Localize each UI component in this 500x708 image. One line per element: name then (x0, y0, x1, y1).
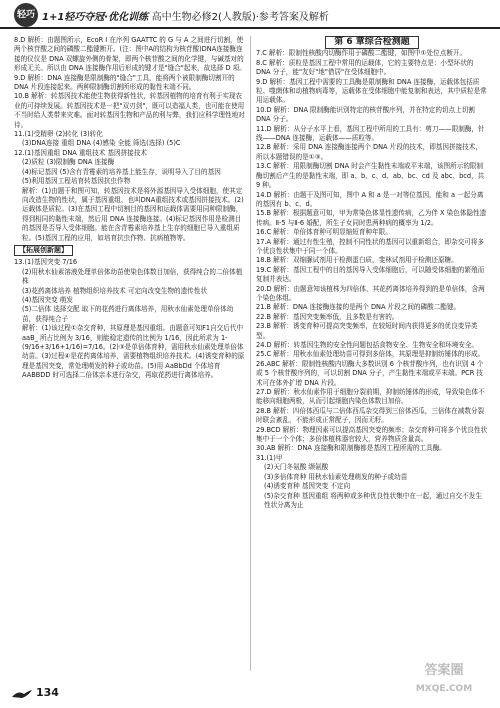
answer-paragraph: 16.C 解析：单倍体育种可明显缩短育种年限。 (256, 228, 392, 237)
answer-paragraph: 20.D 解析：由题意知该植株为四倍体，其花药离体培养得到的是单倍体，含两个染色体组。 (256, 284, 485, 302)
answer-paragraph: (5)利用基因工程培育转基因抗虫作物 (22, 177, 131, 186)
answer-paragraph: 18.B 解析：双缩脲试剂用于检测蛋白质，斐林试剂用于检测还原糖。 (256, 256, 458, 265)
watermark-logo (398, 662, 490, 702)
answer-paragraph: 12.B 解析：采用 DNA 连接酶连接两个 DNA 片段的技术，即基因拼接技术，所以本题错误的是①③。 (256, 143, 482, 161)
watermark-line-2: MXQE.COM (415, 684, 473, 694)
answer-paragraph: 15.B 解析：根据题意可知，甲为常染色体显性遗传病，乙为伴 X 染色体隐性遗传病。Ⅱ-5 与Ⅱ-6 婚配，所生子女同时患两种病的概率为 1/2。 (256, 209, 487, 227)
answer-paragraph: 解析：(1)该过程①杂交育种，其原理是基因重组。由题意可知F1自交后代中 aaB_ 所占比例为 3/16，则能稳定遗传的比例为 1/16，因此所求为 1-(9/16+3/16+1/16)=7/16。(2)③是单倍体育种，需用秋水仙素处理单倍体幼苗。(3)过程④是花药离体培养，需要植物组织培养技术。(4)诱变育种的原理是基因突变，常处理萌发的种子或幼苗。(5)用 AaBbDd 个体培育 AABBDD 时可选择二倍体亲本进行杂交，再取花药进行离体培养。 (22, 324, 245, 380)
answer-paragraph: 30.AB 解析：DNA 连接酶和限制酶都是基因工程所需的工具酶。 (256, 444, 446, 453)
answer-paragraph: 19.C 解析：基因工程中的目的基因导入受体细胞后，可以随受体细胞的繁殖而复制并表达。 (256, 265, 485, 284)
section-box (14, 243, 246, 258)
answer-paragraph: 24.D 解析：转基因生物的安全性问题包括食物安全、生物安全和环境安全。 (256, 341, 479, 349)
page-header (0, 0, 500, 30)
answer-paragraph: 29.BCD 解析：物理因素可以提高基因突变的频率；杂交育种可将多个优良性状集中于一个个体；多倍体植株器官较大，营养物质含量高。 (256, 425, 488, 444)
answer-paragraph: (3)花药离体培养 植物组织培养技术 可定向改变生物的遗传性状 (22, 286, 207, 295)
answer-paragraph: (4)诱变育种 基因突变 不定向 (264, 482, 351, 491)
answer-paragraph: 11.D 解析：从分子水平上看，基因工程中所用的工具有：剪刀——限制酶，针线——DNA 连接酶，运载体——质粒等。 (256, 124, 485, 143)
brand-name: 1+1轻巧夺冠·优化训练 (42, 12, 149, 23)
answer-paragraph: 解析：(1)由题干和图可知，转基因技术是将外源基因导入受体细胞，使其定向改造生物的性状，属于基因重组，也叫DNA重组技术或基因拼接技术。(2)运载体是质粒。(3)在基因工程中切割目的基因和运载体需要用同种限制酶，得到相同的黏性末端，然后用 DNA 连接酶连接。(4)标记基因作用是检测目的基因是否导入受体细胞。能在含青霉素培养基上生存的细胞已导入重组质粒。(5)基因工程的应用，如培育抗虫作物、抗病植物等。 (22, 186, 244, 242)
box-title: 【拓展创新题】 (14, 245, 73, 256)
answer-paragraph: (5)二倍体 选择交配 取下的花药进行离体培养，用秋水仙素处理单倍体幼苗，获得纯合子 (22, 305, 234, 323)
answer-paragraph: 12.(1)基因重组 DNA 重组技术 基因拼接技术 (14, 148, 147, 157)
column-divider (250, 36, 251, 671)
answer-paragraph: 22.B 解析：基因突变频率低，且多数是有害的。 (256, 312, 399, 321)
header-title (42, 8, 329, 23)
answer-paragraph: 7.C 解析：限制性核酸内切酶作用于磷酸二酯键，如图中①处位点断开。 (256, 49, 467, 58)
brand-logo: 轻巧 (14, 3, 38, 27)
answer-paragraph: 9.D 解析：基因工程中需要的工具酶是限制酶和 DNA 连接酶，运载体包括质粒、噬菌体和动植物病毒等，运载体在受体细胞中能复制和表达，其中质粒是常用运载体。 (256, 77, 487, 105)
answer-paragraph: 11.(1)受精卵 (2)转化 (3)转化 (14, 130, 103, 139)
answer-paragraph: 10.D 解析：DNA 限制酶能识别特定的核苷酸序列，并在特定的切点上切割 DNA 分子。 (256, 105, 475, 124)
header-subtitle: 高中生物必修2(人教版)·参考答案及解析 (151, 12, 329, 23)
answer-paragraph: (2)质粒 (3)限制酶 DNA 连接酶 (22, 158, 115, 167)
left-column (14, 36, 246, 381)
answer-paragraph: 26.ABC 解析：限制性核酸内切酶大多数识别 6 个核苷酸序列，也有识别 4 个或 5 个核苷酸序列的，可以切割 DNA 分子，产生黏性末端或平末端。PCR 技术可在体外扩增 DNA 片段。 (256, 359, 484, 387)
answer-paragraph: 21.B 解析：DNA 连接酶连接的是两个 DNA 片段之间的磷酸二酯键。 (256, 303, 461, 312)
section-title: 第 6 章综合检测题 (325, 36, 419, 49)
header-rule (0, 27, 500, 29)
watermark-line-1: 答案圈 (424, 663, 464, 678)
answer-paragraph: 31.(1)甲 (256, 453, 283, 462)
answer-paragraph: 25.C 解析：用秋水仙素处理幼苗可得到多倍体，其原理是抑制纺锤体的形成。 (256, 350, 485, 359)
answer-paragraph: 14.D 解析：由题干及图可知，图中 A 和 a 是一对等位基因，能和 a 一起分离的基因有 b、c、d。 (256, 190, 484, 208)
answer-paragraph: (4)标记基因 (5)含有青霉素的培养基上能生存，说明导入了目的基因 (22, 167, 221, 176)
answer-paragraph: (5)杂交育种 基因重组 将两种或多种优良性状集中在一起，通过自交不发生性状分离为止 (264, 491, 482, 509)
answer-paragraph: (3)多倍体育种 用秋水仙素处理萌发的种子或幼苗 (264, 472, 408, 481)
right-column (256, 36, 488, 510)
page-number: 134 (36, 686, 59, 699)
answer-paragraph: 17.A 解析：通过有性生殖，控制不同性状的基因可以重新组合，即杂交可将多个优良性状集中于同一个体。 (256, 237, 485, 255)
answer-paragraph: (2)用秋水仙素溶液处理单倍体幼苗使染色体数目加倍，获得纯合的二倍体植株 (22, 267, 243, 286)
answer-paragraph: (4)基因突变 萌发 (22, 295, 73, 304)
answer-paragraph: 9.D 解析：DNA 连接酶是限制酶的"缝合"工具，能将两个被限制酶切割开的 DNA 片段连接起来。两种限制酶切割所形成的黏性末端不同。 (14, 73, 235, 92)
answer-paragraph: (2)天门冬氨酸 缬氨酸 (264, 463, 329, 472)
answer-paragraph: (3)DNA连接 重组 DNA (4)感染 全能 筛选(选择) (5)C (22, 139, 181, 148)
answer-paragraph: 8.D 解析：由题图所示，EcoR I 在序列 GAATTC 的 G 与 A 之间进行切割，使两个核苷酸之间的磷酸二酯键断开。(注：图中A的结构为核苷酸)DNA连接酶连接的仪仪是 DNA 双螺旋外侧的骨架，即两个核苷酸之间的化学键，与碱基对的形成无关。所以由 DNA 连接酶作用后形成的键才是"缝合"起来，故选择 D 项。 (14, 36, 246, 73)
answer-paragraph: 28.B 解析：四倍体西瓜与二倍体西瓜杂交得到三倍体西瓜，三倍体在减数分裂时联会紊乱，不能形成正常配子，因而无籽。 (256, 406, 485, 425)
answer-paragraph: 8.C 解析：质粒是基因工程中常用的运载体，它的主要特点是：小型环状的 DNA 分子，能"友好"地"借居"在受体细胞中。 (256, 58, 474, 77)
right-column-body (256, 49, 488, 510)
answer-paragraph: 10.B 解析：转基因技术能使生物获得新性状，转基因植物的培育有利于实现农业的可持续发展。转基因技术是一把"双刃剑"，既可以造福人类，也可能在使用不当时给人类带来灾难。面对转基因生物和产品的利与弊，我们应科学理性地对待。 (14, 92, 245, 129)
bird-icon (12, 690, 32, 698)
answer-paragraph: 27.D 解析：秋水仙素作用于细胞分裂前期，抑制纺锤体的形成，导致染色体不能移向细胞两极，从而引起细胞内染色体数目加倍。 (256, 388, 485, 406)
answer-paragraph: 13.(1)基因突变 7/16 (14, 258, 78, 267)
answer-paragraph: 13.C 解析：用限制酶切割 DNA 时会产生黏性末端或平末端，该图所示的限制酶切割后产生的是黏性末端，即 a、b、c、d、ab、bc、cd 及 abc、bcd，共 9 种。 (256, 162, 485, 190)
answer-paragraph: 23.B 解析：诱变育种可提高突变频率，在较短时间内获得更多的优良变异类型。 (256, 322, 478, 340)
